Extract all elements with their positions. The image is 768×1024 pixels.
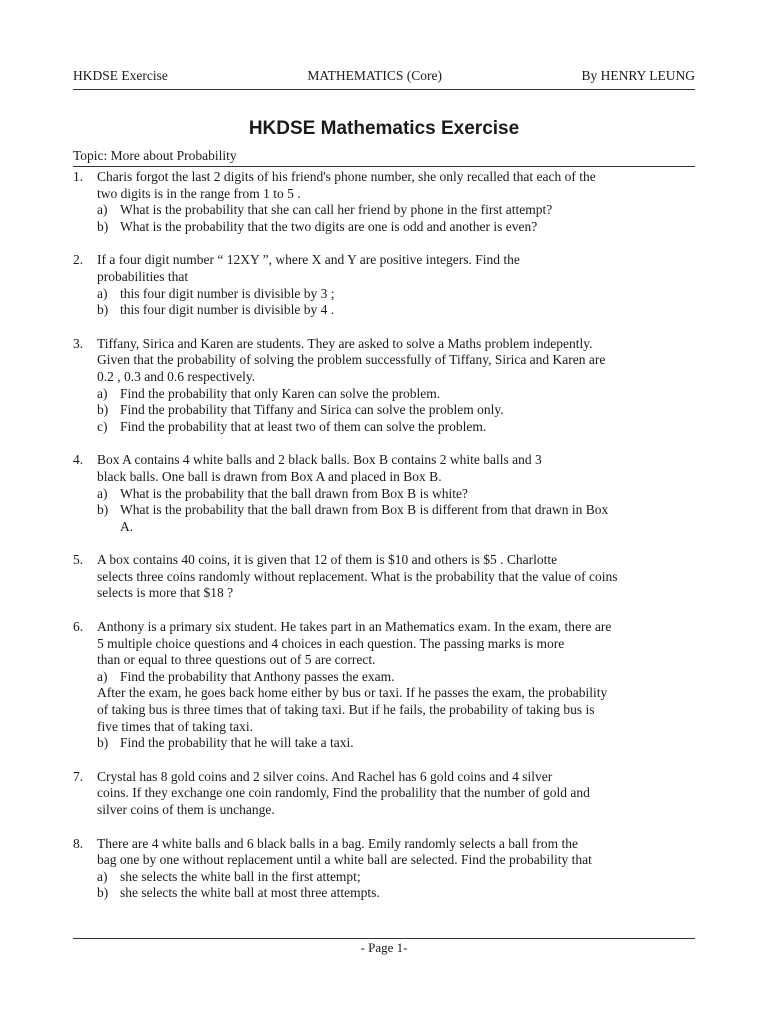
sub-question-text: A. (120, 518, 134, 534)
sub-question-text: she selects the white ball at most three attempts. (120, 885, 380, 901)
sub-question-text: Find the probability that Anthony passes the exam. (120, 668, 395, 684)
sub-question-label: a) (97, 868, 108, 884)
question-spacer (73, 752, 695, 769)
question-line (73, 369, 695, 386)
sub-question-line (73, 386, 695, 403)
question-text: probabilities that (97, 268, 189, 284)
question-item (73, 336, 695, 436)
sub-question-label: a) (97, 385, 108, 401)
sub-question-text: Find the probability that he will take a taxi. (120, 735, 354, 751)
sub-question-text: What is the probability that the ball drawn from Box B is white? (120, 485, 468, 501)
sub-question-text: Find the probability that Tiffany and Sirica can solve the problem only. (120, 402, 504, 418)
sub-question-text: What is the probability that the ball drawn from Box B is different from that drawn in Box (120, 502, 609, 518)
sub-question-text: Find the probability that only Karen can solve the problem. (120, 385, 441, 401)
question-text: selects three coins randomly without replacement. What is the probability that the value of coins (97, 568, 618, 584)
question-line (73, 452, 695, 469)
question-text: After the exam, he goes back home either by bus or taxi. If he passes the exam, the probability (97, 685, 608, 701)
question-text: Anthony is a primary six student. He takes part in an Mathematics exam. In the exam, there are (97, 619, 612, 635)
question-line (73, 802, 695, 819)
sub-question-line (73, 519, 695, 536)
sub-question-label: b) (97, 735, 109, 751)
question-text: A box contains 40 coins, it is given that 12 of them is $10 and others is $5 . Charlotte (97, 552, 558, 568)
question-text: two digits is in the range from 1 to 5 . (97, 185, 301, 201)
question-text: of taking bus is three times that of taking taxi. But if he fails, the probability of taking bus is (97, 702, 595, 718)
question-text: black balls. One ball is drawn from Box A and placed in Box B. (97, 468, 442, 484)
question-list (73, 169, 695, 902)
question-line (73, 769, 695, 786)
sub-question-line (73, 286, 695, 303)
sub-question-line (73, 402, 695, 419)
question-item (73, 836, 695, 902)
question-spacer (73, 535, 695, 552)
question-item (73, 619, 695, 752)
question-spacer (73, 319, 695, 336)
sub-question-line (73, 502, 695, 519)
footer-divider (73, 938, 695, 939)
question-item (73, 169, 695, 235)
page-title: HKDSE Mathematics Exercise (248, 118, 520, 139)
sub-question-label: a) (97, 285, 108, 301)
sub-question-line (73, 302, 695, 319)
question-spacer (73, 819, 695, 836)
question-number: 3. (73, 335, 84, 351)
sub-question-text: What is the probability that she can call her friend by phone in the first attempt? (120, 202, 553, 218)
sub-question-line (73, 202, 695, 219)
sub-question-label: b) (97, 302, 109, 318)
sub-question-line (73, 885, 695, 902)
question-text: 0.2 , 0.3 and 0.6 respectively. (97, 368, 256, 384)
question-number: 4. (73, 452, 84, 468)
sub-question-text: this four digit number is divisible by 4 . (120, 302, 335, 318)
running-header (73, 68, 695, 90)
header-center: MATHEMATICS (Core) (307, 68, 442, 83)
question-line (73, 585, 695, 602)
sub-question-line (73, 702, 695, 719)
sub-question-line (73, 419, 695, 436)
question-spacer (73, 435, 695, 452)
header-left: HKDSE Exercise (73, 68, 168, 83)
sub-question-label: a) (97, 668, 108, 684)
sub-question-label: c) (97, 418, 108, 434)
question-line (73, 269, 695, 286)
question-number: 8. (73, 835, 84, 851)
question-line (73, 636, 695, 653)
question-text: selects is more that $18 ? (97, 585, 234, 601)
sub-question-text: Find the probability that at least two of them can solve the problem. (120, 418, 487, 434)
question-text: five times that of taking taxi. (97, 718, 253, 734)
question-spacer (73, 602, 695, 619)
question-text: than or equal to three questions out of 5 are correct. (97, 652, 376, 668)
question-line (73, 852, 695, 869)
question-text: silver coins of them is unchange. (97, 802, 275, 817)
question-line (73, 836, 695, 853)
sub-question-label: a) (97, 202, 108, 218)
topic-line: Topic: More about Probability (73, 148, 695, 167)
question-number: 7. (73, 768, 84, 784)
sub-question-text: this four digit number is divisible by 3 ; (120, 285, 335, 301)
question-text: If a four digit number “ 12XY ”, where X and Y are positive integers. Find the (97, 252, 520, 268)
question-item (73, 252, 695, 318)
question-line (73, 186, 695, 203)
sub-question-line (73, 219, 695, 236)
sub-question-line (73, 869, 695, 886)
sub-question-line (73, 735, 695, 752)
question-line (73, 619, 695, 636)
header-right: By HENRY LEUNG (581, 68, 695, 83)
question-text: Charis forgot the last 2 digits of his friend's phone number, she only recalled that each of the (97, 169, 596, 184)
sub-question-line (73, 486, 695, 503)
question-number: 6. (73, 619, 84, 635)
sub-question-label: b) (97, 402, 109, 418)
question-item (73, 452, 695, 535)
sub-question-label: b) (97, 885, 109, 901)
sub-question-label: a) (97, 485, 108, 501)
sub-question-line (73, 669, 695, 686)
sub-question-line (73, 719, 695, 736)
sub-question-line (73, 685, 695, 702)
question-line (73, 352, 695, 369)
question-spacer (73, 235, 695, 252)
question-text: Box A contains 4 white balls and 2 black balls. Box B contains 2 white balls and 3 (97, 452, 542, 468)
question-line (73, 169, 695, 186)
question-item (73, 552, 695, 602)
question-line (73, 336, 695, 353)
sub-question-text: she selects the white ball in the first attempt; (120, 868, 361, 884)
question-line (73, 552, 695, 569)
question-text: Tiffany, Sirica and Karen are students. They are asked to solve a Maths problem indepently. (97, 335, 593, 351)
question-number: 1. (73, 169, 84, 184)
question-line (73, 469, 695, 486)
question-text: Given that the probability of solving the problem successfully of Tiffany, Sirica and Karen are (97, 352, 606, 368)
question-text: 5 multiple choice questions and 4 choices in each question. The passing marks is more (97, 635, 565, 651)
question-line (73, 652, 695, 669)
sub-question-text: What is the probability that the two digits are one is odd and another is even? (120, 218, 538, 234)
question-line (73, 785, 695, 802)
sub-question-label: b) (97, 218, 109, 234)
question-line (73, 569, 695, 586)
question-text: coins. If they exchange one coin randomly, Find the probalility that the number of gold and (97, 785, 590, 801)
question-text: There are 4 white balls and 6 black balls in a bag. Emily randomly selects a ball from the (97, 835, 578, 851)
question-line (73, 252, 695, 269)
question-item (73, 769, 695, 819)
page-number: - Page 1- (360, 940, 408, 955)
question-number: 2. (73, 252, 84, 268)
question-text: bag one by one without replacement until a white ball are selected. Find the probability that (97, 852, 592, 868)
question-number: 5. (73, 552, 84, 568)
sub-question-label: b) (97, 502, 109, 518)
question-text: Crystal has 8 gold coins and 2 silver coins. And Rachel has 6 gold coins and 4 silver (97, 768, 553, 784)
